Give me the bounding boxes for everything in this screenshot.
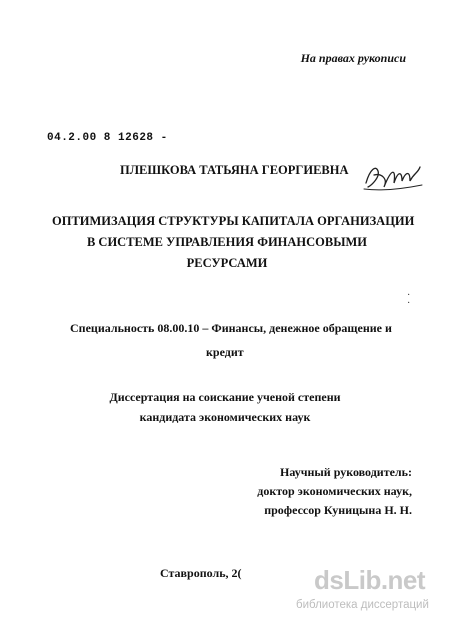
specialty-line-2: кредит (206, 345, 244, 359)
specialty-block (70, 316, 400, 364)
title-line-3: РЕСУРСАМИ (186, 256, 268, 270)
degree-line-1: Диссертация на соискание ученой степени (109, 390, 341, 404)
supervisor-degree: доктор экономических наук, (257, 484, 412, 498)
degree-line-2: кандидата экономических наук (139, 410, 311, 424)
title-line-1: ОПТИМИЗАЦИЯ СТРУКТУРЫ КАПИТАЛА ОРГАНИЗАЦИИ (52, 214, 415, 228)
scan-specks: · · (407, 290, 411, 309)
watermark-subtitle: библиотека диссертаций (296, 599, 429, 611)
author-name: ПЛЕШКОВА ТАТЬЯНА ГЕОРГИЕВНА (120, 163, 349, 177)
supervisor-block (250, 463, 412, 520)
supervisor-label: Научный руководитель: (280, 465, 412, 479)
dissertation-degree-block (95, 387, 355, 427)
city-year: Ставрополь, 2( (160, 566, 242, 580)
manuscript-rights-note: На правах рукописи (300, 51, 406, 65)
supervisor-name: профессор Куницына Н. Н. (264, 503, 412, 517)
watermark (296, 565, 446, 617)
library-stamp-number: 04.2.00 8 12628 - (47, 132, 168, 144)
handwritten-signature (362, 157, 424, 195)
watermark-logo: dsLib.net (314, 565, 426, 595)
specialty-line-1: Специальность 08.00.10 – Финансы, денежное обращение и (70, 321, 392, 335)
title-line-2: В СИСТЕМЕ УПРАВЛЕНИЯ ФИНАНСОВЫМИ (86, 235, 368, 249)
dissertation-title (52, 211, 415, 274)
